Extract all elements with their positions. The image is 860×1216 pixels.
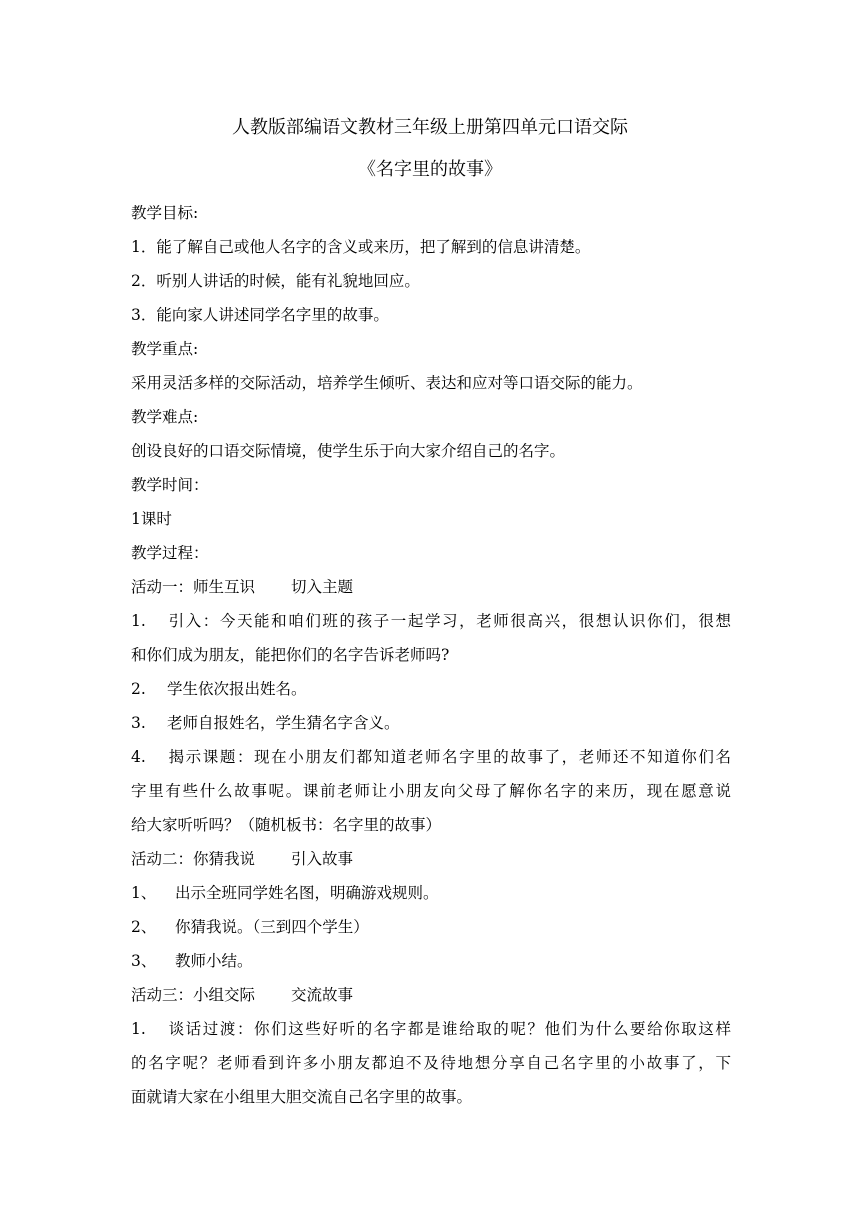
activity-1-step-4-continued: 字里有些什么故事呢。课前老师让小朋友向父母了解你名字的来历，现在愿意说 (131, 782, 731, 800)
process-heading: 教学过程： (131, 544, 209, 562)
key-points-text: 采用灵活多样的交际活动，培养学生倾听、表达和应对等口语交际的能力。 (131, 374, 643, 392)
activity-2-step-1 (131, 882, 731, 904)
activity-2-step-3 (131, 950, 731, 972)
activity-1-step-4-end: 给大家听听吗？（随机板书：名字里的故事） (131, 816, 442, 834)
list-number: 1. (131, 612, 146, 630)
list-number: 1、 (131, 884, 157, 902)
activity-1-step-3 (131, 712, 731, 734)
objectives-heading: 教学目标: (131, 204, 199, 222)
step-text: 老师自报姓名，学生猜名字含义。 (167, 714, 400, 732)
activity-2-topic: 引入故事 (291, 850, 354, 868)
objective-1: 1．能了解自己或他人名字的含义或来历，把了解到的信息讲清楚。 (131, 238, 591, 256)
activity-2-title: 活动二：你猜我说 (131, 850, 256, 868)
activity-1-heading (131, 576, 731, 598)
activity-2-heading (131, 848, 731, 870)
step-text: 学生依次报出姓名。 (167, 680, 307, 698)
activity-1-step-2 (131, 678, 731, 700)
activity-3-step-1 (131, 1018, 731, 1040)
step-text: 出示全班同学姓名图，明确游戏规则。 (175, 884, 439, 902)
list-number: 1. (131, 1020, 146, 1038)
step-text: 揭示课题：现在小朋友们都知道老师名字里的故事了，老师还不知道你们名 (167, 748, 731, 766)
lesson-title: 《名字里的故事》 (358, 159, 502, 180)
activity-3-step-1-continued: 的名字呢？老师看到许多小朋友都迫不及待地想分享自己名字里的小故事了，下 (131, 1054, 731, 1072)
list-number: 2. (131, 680, 146, 698)
list-number: 3. (131, 714, 146, 732)
activity-1-step-1 (131, 610, 731, 632)
list-number: 2、 (131, 918, 157, 936)
list-number: 4. (131, 748, 146, 766)
time-text: 1课时 (131, 510, 172, 528)
activity-1-title: 活动一：师生互识 (131, 578, 256, 596)
activity-3-step-1-end: 面就请大家在小组里大胆交流自己名字里的故事。 (131, 1088, 473, 1106)
objective-2: 2．听别人讲话的时候，能有礼貌地回应。 (131, 272, 420, 290)
time-heading: 教学时间： (131, 476, 209, 494)
activity-3-heading (131, 984, 731, 1006)
difficulties-heading: 教学难点: (131, 408, 199, 426)
activity-2-step-2 (131, 916, 731, 938)
activity-1-step-1-continued: 和你们成为朋友，能把你们的名字告诉老师吗? (131, 646, 450, 664)
key-points-heading: 教学重点: (131, 340, 199, 358)
activity-1-step-4 (131, 746, 731, 768)
step-text: 谈话过渡：你们这些好听的名字都是谁给取的呢？他们为什么要给你取这样 (167, 1020, 731, 1038)
activity-3-topic: 交流故事 (291, 986, 354, 1004)
activity-3-title: 活动三：小组交际 (131, 986, 256, 1004)
difficulties-text: 创设良好的口语交际情境，使学生乐于向大家介绍自己的名字。 (131, 442, 566, 460)
step-text: 教师小结。 (175, 952, 253, 970)
list-number: 3、 (131, 952, 157, 970)
step-text: 你猜我说。（三到四个学生） (175, 918, 369, 936)
document-title: 人教版部编语文教材三年级上册第四单元口语交际 (232, 117, 628, 138)
objective-3: 3．能向家人讲述同学名字里的故事。 (131, 306, 389, 324)
activity-1-topic: 切入主题 (291, 578, 354, 596)
step-text: 引入：今天能和咱们班的孩子一起学习，老师很高兴，很想认识你们，很想 (167, 612, 731, 630)
